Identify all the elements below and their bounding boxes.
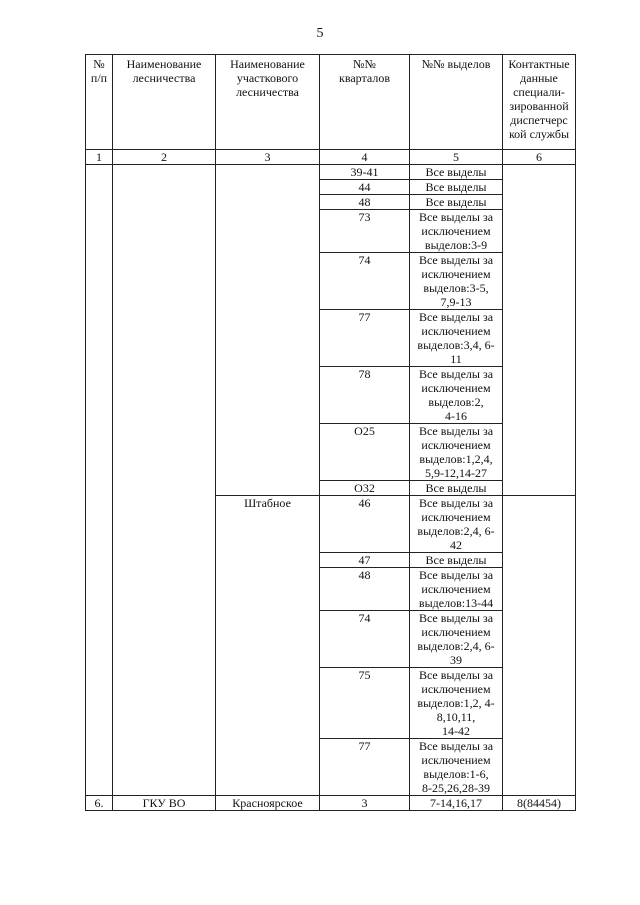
column-number: 3: [216, 150, 320, 165]
quarter-cell: О32: [320, 481, 410, 496]
allotment-cell: Все выделы: [410, 195, 503, 210]
allotment-cell: Все выделы: [410, 481, 503, 496]
quarter-cell: 46: [320, 496, 410, 553]
quarter-cell: 48: [320, 195, 410, 210]
header-row: [86, 55, 576, 150]
contact-blank: [503, 496, 576, 796]
allotment-cell: Все выделы за исключением выделов:2,4, 6- 39: [410, 611, 503, 668]
quarter-cell: 73: [320, 210, 410, 253]
column-number: 4: [320, 150, 410, 165]
table-row: [86, 165, 576, 180]
allotment-cell: Все выделы за исключением выделов:3,4, 6- 11: [410, 310, 503, 367]
contact-cell: 8(84454): [503, 796, 576, 811]
forestry-blank: [113, 165, 216, 796]
column-number: 6: [503, 150, 576, 165]
header-number: № п/п: [86, 55, 113, 150]
page-number: 5: [316, 26, 324, 41]
quarter-cell: О25: [320, 424, 410, 481]
allotment-cell: Все выделы за исключением выделов:2, 4-16: [410, 367, 503, 424]
district-name: [216, 165, 320, 496]
quarter-cell: 78: [320, 367, 410, 424]
allotment-cell: Все выделы: [410, 180, 503, 195]
column-number: 1: [86, 150, 113, 165]
row-number: 6.: [86, 796, 113, 811]
row-number-blank: [86, 165, 113, 796]
quarter-cell: 74: [320, 253, 410, 310]
quarter-cell: 75: [320, 668, 410, 739]
quarter-cell: 3: [320, 796, 410, 811]
quarter-cell: 77: [320, 310, 410, 367]
allotment-cell: Все выделы: [410, 553, 503, 568]
quarter-cell: 48: [320, 568, 410, 611]
district-name: Штабное: [216, 496, 320, 796]
allotment-cell: 7-14,16,17: [410, 796, 503, 811]
forestry-name: ГКУ ВО: [113, 796, 216, 811]
quarter-cell: 47: [320, 553, 410, 568]
quarter-cell: 44: [320, 180, 410, 195]
header-district-forestry: Наименование участкового лесничества: [216, 55, 320, 150]
column-number: 5: [410, 150, 503, 165]
table-body: [86, 165, 576, 811]
header-forestry: Наименование лесничества: [113, 55, 216, 150]
allotment-cell: Все выделы за исключением выделов:3-5, 7,9-13: [410, 253, 503, 310]
allotment-cell: Все выделы за исключением выделов:3-9: [410, 210, 503, 253]
last-table-row: [86, 796, 576, 811]
column-number-row: [86, 150, 576, 165]
allotment-cell: Все выделы за исключением выделов:1,2,4, 5,9-12,14-27: [410, 424, 503, 481]
quarter-cell: 74: [320, 611, 410, 668]
header-contacts: Контактные данные специали- зированной диспетчерс кой службы: [503, 55, 576, 150]
district-name: Красноярское: [216, 796, 320, 811]
allotment-cell: Все выделы за исключением выделов:1,2, 4- 8,10,11, 14-42: [410, 668, 503, 739]
allotment-cell: Все выделы за исключением выделов:1-6, 8-25,26,28-39: [410, 739, 503, 796]
quarter-cell: 77: [320, 739, 410, 796]
header-allotments: №№ выделов: [410, 55, 503, 150]
allotment-cell: Все выделы за исключением выделов:2,4, 6- 42: [410, 496, 503, 553]
allotment-cell: Все выделы: [410, 165, 503, 180]
allotment-cell: Все выделы за исключением выделов:13-44: [410, 568, 503, 611]
quarter-cell: 39-41: [320, 165, 410, 180]
header-quarters: №№ кварталов: [320, 55, 410, 150]
forestry-table: [85, 54, 576, 811]
contact-blank: [503, 165, 576, 496]
column-number: 2: [113, 150, 216, 165]
